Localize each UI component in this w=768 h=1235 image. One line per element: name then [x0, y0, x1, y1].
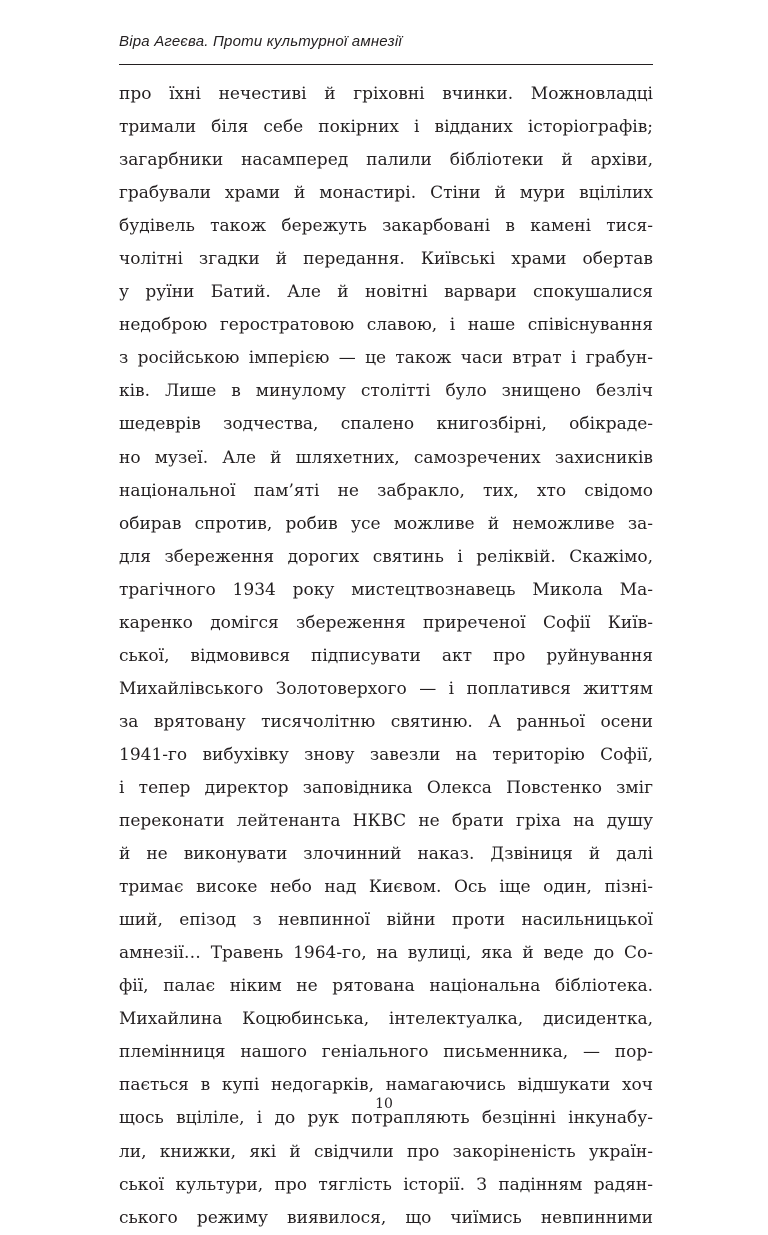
text-line: обирав спротив, робив усе можливе й неможливе за-	[119, 513, 653, 534]
text-line: для збереження дорогих святинь і реліквій. Скажімо,	[119, 546, 653, 567]
text-line: но музеї. Але й шляхетних, самозречених захисників	[119, 447, 653, 468]
text-line: ської культури, про тяглість історії. З падінням радян-	[119, 1174, 653, 1195]
text-line: переконати лейтенанта НКВС не брати гріха на душу	[119, 811, 653, 832]
body-text	[119, 78, 653, 1235]
header-rule	[119, 64, 653, 65]
text-line: про їхні нечестиві й гріховні вчинки. Можновладці	[119, 84, 653, 104]
text-line: каренко домігся збереження приреченої Софії Київ-	[119, 612, 653, 633]
text-line: ської, відмовився підписувати акт про руйнування	[119, 645, 653, 666]
text-line: пається в купі недогарків, намагаючись відшукати хоч	[119, 1075, 653, 1096]
text-line: ського режиму виявилося, що чиїмись невпинними	[119, 1207, 653, 1228]
text-line: тримали біля себе покірних і відданих історіографів;	[119, 117, 653, 138]
text-line: й не виконувати злочинний наказ. Дзвіниця й далі	[119, 844, 653, 865]
text-line: за врятовану тисячолітню святиню. А ранньої осени	[119, 711, 653, 732]
text-line: чолітні згадки й передання. Київські храми обертав	[119, 249, 653, 270]
text-line: племінниця нашого геніального письменника, — пор-	[119, 1042, 653, 1063]
text-line: грабували храми й монастирі. Стіни й мури вцілілих	[119, 183, 653, 204]
text-line: щось вціліле, і до рук потрапляють безцінні інкунабу-	[119, 1108, 653, 1129]
text-line: Михайлівського Золотоверхого — і поплатився життям	[119, 678, 653, 699]
text-line: амнезії… Травень 1964-го, на вулиці, яка й веде до Со-	[119, 943, 653, 964]
text-line: 1941-го вибухівку знову завезли на територію Софії,	[119, 744, 653, 765]
text-line: ли, книжки, які й свідчили про закоріненість україн-	[119, 1141, 653, 1162]
running-head: Віра Агеєва. Проти культурної амнезії	[119, 33, 402, 50]
text-line: з російською імперією — це також часи втрат і грабун-	[119, 348, 653, 369]
text-line: недоброю геростратовою славою, і наше співіснування	[119, 315, 653, 336]
text-line: і тепер директор заповідника Олекса Повстенко зміг	[119, 777, 653, 798]
text-line: ків. Лише в минулому столітті було знищено безліч	[119, 381, 653, 402]
text-line: у руїни Батий. Але й новітні варвари спокушалися	[119, 282, 653, 303]
text-line: фії, палає ніким не рятована національна бібліотека.	[119, 976, 653, 997]
text-line: ший, епізод з невпинної війни проти насильницької	[119, 910, 653, 931]
text-line: будівель також бережуть закарбовані в камені тися-	[119, 216, 653, 237]
page-number: 10	[375, 1096, 393, 1112]
text-line: тримає високе небо над Києвом. Ось іще один, пізні-	[119, 877, 653, 898]
text-line: шедеврів зодчества, спалено книгозбірні, обікраде-	[119, 414, 653, 435]
text-line: загарбники насамперед палили бібліотеки й архіви,	[119, 150, 653, 171]
text-line: Михайлина Коцюбинська, інтелектуалка, дисидентка,	[119, 1009, 653, 1030]
text-line: національної пам’яті не забракло, тих, хто свідомо	[119, 480, 653, 501]
text-line: трагічного 1934 року мистецтвознавець Микола Ма-	[119, 579, 653, 600]
